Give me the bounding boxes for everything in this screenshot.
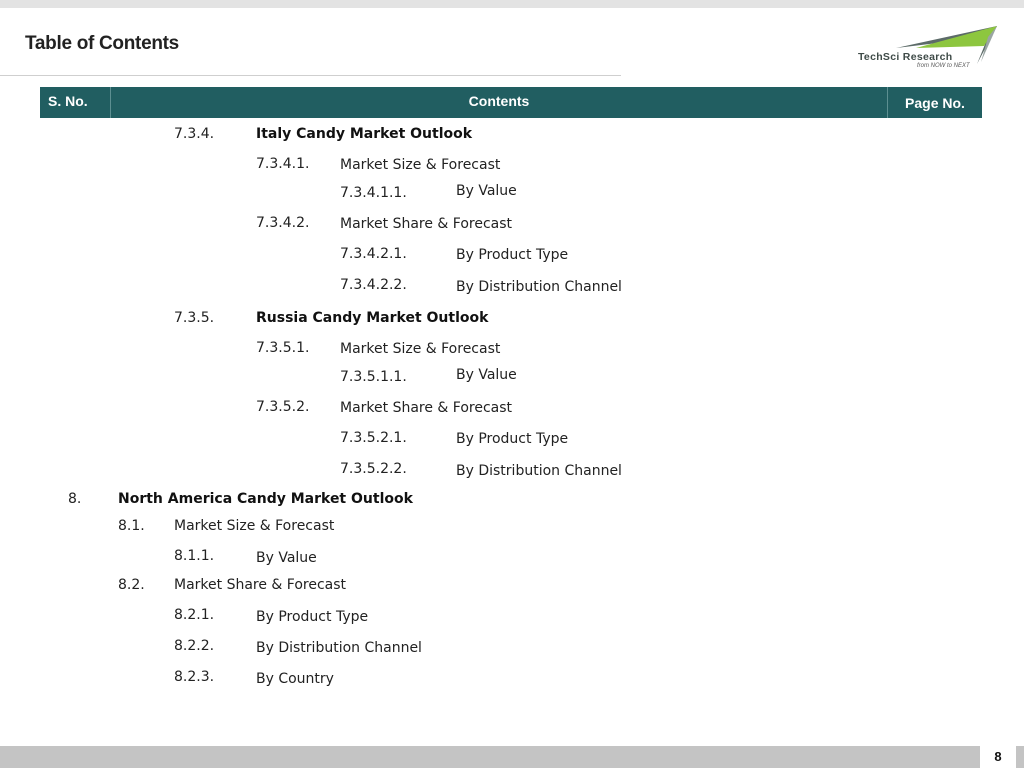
toc-entry-text: Market Size & Forecast bbox=[174, 518, 335, 534]
toc-entry-number: 8.2. bbox=[118, 577, 145, 593]
toc-entry-text: By Value bbox=[456, 183, 517, 199]
toc-entry-number: 7.3.5.1. bbox=[256, 340, 310, 356]
toc-table-header bbox=[40, 87, 982, 118]
toc-entry-text: Market Share & Forecast bbox=[340, 400, 513, 416]
toc-entry-text: By Distribution Channel bbox=[256, 640, 422, 656]
toc-entry-text: North America Candy Market Outlook bbox=[118, 491, 413, 507]
toc-entry-text: Market Share & Forecast bbox=[340, 216, 513, 232]
toc-entry-number: 7.3.5.2.2. bbox=[340, 461, 407, 477]
toc-entry-text: Market Size & Forecast bbox=[340, 341, 501, 357]
toc-entry-number: 7.3.4.1.1. bbox=[340, 185, 407, 201]
toc-entry-number: 8.2.3. bbox=[174, 669, 215, 685]
toc-entry-text: By Product Type bbox=[256, 609, 369, 625]
page-title: Table of Contents bbox=[25, 33, 179, 54]
toc-entry-number: 7.3.4. bbox=[174, 126, 215, 142]
toc-entry-text: By Product Type bbox=[456, 431, 569, 447]
toc-entry-text: Market Share & Forecast bbox=[174, 577, 347, 593]
toc-entry-number: 8. bbox=[68, 491, 82, 507]
header-contents: Contents bbox=[110, 87, 888, 118]
toc-entry-number: 8.2.1. bbox=[174, 607, 215, 623]
toc-entry-text: Italy Candy Market Outlook bbox=[256, 126, 473, 142]
top-bar bbox=[0, 0, 1024, 8]
toc-entry-text: By Distribution Channel bbox=[456, 463, 622, 479]
toc-entry-number: 7.3.4.2.2. bbox=[340, 277, 407, 293]
toc-entry-number: 7.3.4.1. bbox=[256, 156, 310, 172]
title-divider bbox=[0, 75, 621, 76]
logo-wordmark: TechSci Research bbox=[858, 51, 953, 63]
toc-entry-number: 7.3.4.2. bbox=[256, 215, 310, 231]
toc-entry-number: 8.1. bbox=[118, 518, 145, 534]
footer-bar bbox=[0, 746, 980, 768]
toc-entry-text: By Value bbox=[456, 367, 517, 383]
toc-entry-number: 7.3.5.2.1. bbox=[340, 430, 407, 446]
logo-tagline: from NOW to NEXT bbox=[917, 63, 970, 69]
company-logo bbox=[856, 24, 1001, 74]
header-sno: S. No. bbox=[48, 93, 88, 109]
toc-entry-number: 7.3.5.2. bbox=[256, 399, 310, 415]
toc-entry-text: Russia Candy Market Outlook bbox=[256, 310, 489, 326]
toc-entry-number: 7.3.5.1.1. bbox=[340, 369, 407, 385]
toc-entry-text: By Country bbox=[256, 671, 334, 687]
toc-entry-number: 8.2.2. bbox=[174, 638, 215, 654]
header-page-no: Page No. bbox=[905, 95, 965, 111]
toc-entry-number: 7.3.4.2.1. bbox=[340, 246, 407, 262]
toc-entry-number: 7.3.5. bbox=[174, 310, 215, 326]
footer-bar-right bbox=[1016, 746, 1024, 768]
page-number: 8 bbox=[994, 749, 1002, 764]
toc-entry-text: By Distribution Channel bbox=[456, 279, 622, 295]
toc-entry-number: 8.1.1. bbox=[174, 548, 215, 564]
toc-entry-text: By Product Type bbox=[456, 247, 569, 263]
toc-entry-text: Market Size & Forecast bbox=[340, 157, 501, 173]
toc-entry-text: By Value bbox=[256, 550, 317, 566]
